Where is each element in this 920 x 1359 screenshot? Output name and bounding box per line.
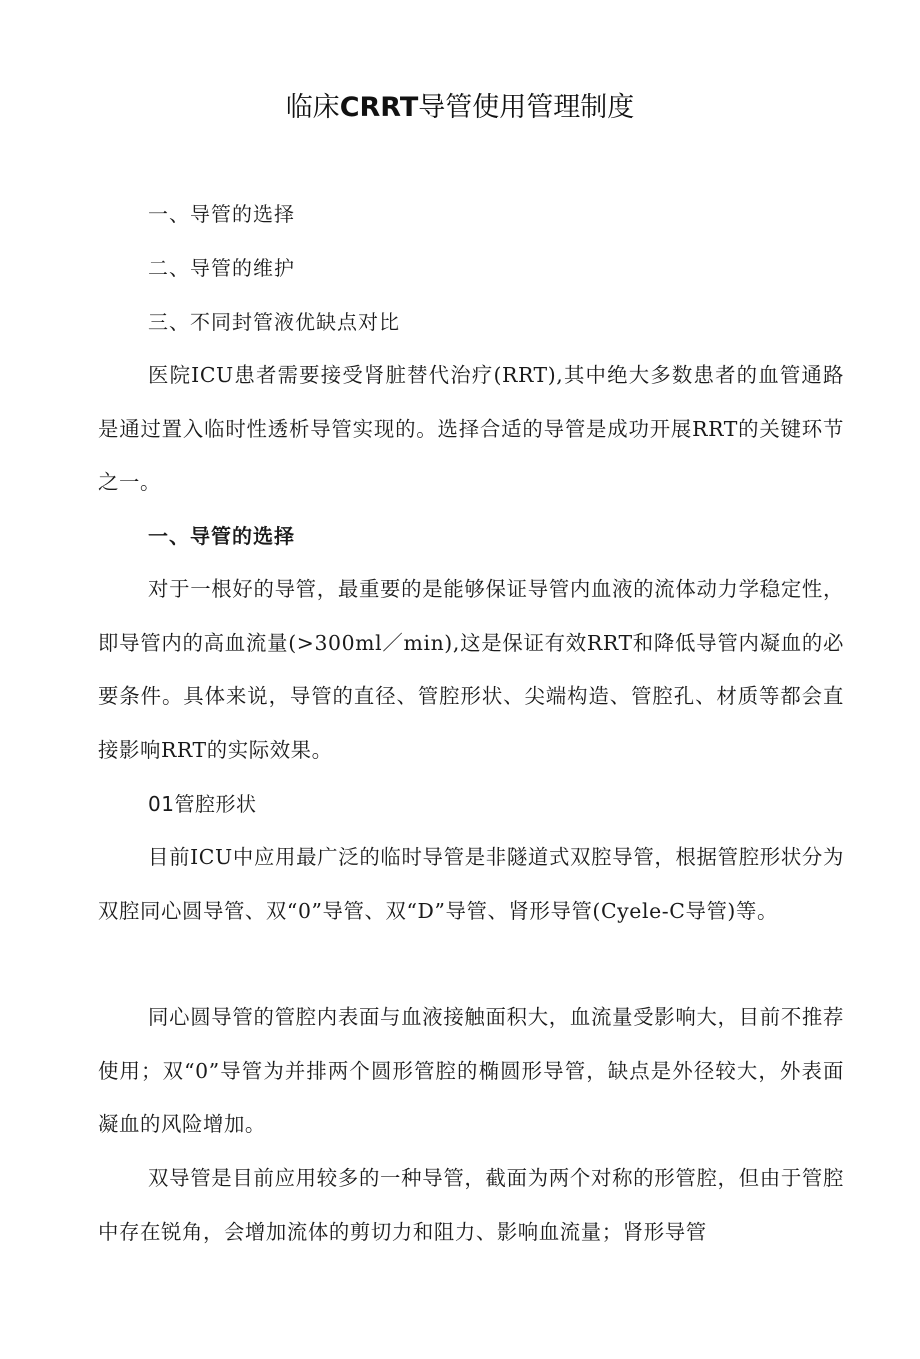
toc-item-3: 三、不同封管液优缺点对比 (148, 310, 400, 334)
document-title (0, 88, 920, 128)
lumen-types-paragraph: 目前ICU中应用最广泛的临时导管是非隧道式双腔导管，根据管腔形状分为双腔同心圆导管、双“0”导管、双“D”导管、肾形导管(Cyele-C导管)等。 (98, 845, 844, 923)
title-part-1: 临床 (285, 92, 340, 123)
toc-item-1: 一、导管的选择 (148, 202, 295, 226)
section-heading-catheter-selection: 一、导管的选择 (148, 524, 295, 548)
subsection-heading-lumen-shape: 01管腔形状 (148, 792, 257, 816)
concentric-catheter-paragraph: 同心圆导管的管腔内表面与血液接触面积大，血流量受影响大，目前不推荐使用；双“0”导管为并排两个圆形管腔的椭圆形导管，缺点是外径较大，外表面凝血的风险增加。 (98, 1005, 844, 1136)
toc-item-2: 二、导管的维护 (148, 256, 295, 280)
title-part-2: CRRT (339, 92, 419, 123)
section1-paragraph: 对于一根好的导管，最重要的是能够保证导管内血液的流体动力学稳定性，即导管内的高血流量(>300ml／min),这是保证有效RRT和降低导管内凝血的必要条件。具体来说，导管的直径、管腔形状、尖端构造、管腔孔、材质等都会直接影响RRT的实际效果。 (98, 577, 844, 762)
intro-paragraph: 医院ICU患者需要接受肾脏替代治疗(RRT),其中绝大多数患者的血管通路是通过置入临时性透析导管实现的。选择合适的导管是成功开展RRT的关键环节之一。 (98, 363, 844, 494)
double-catheter-paragraph: 双导管是目前应用较多的一种导管，截面为两个对称的形管腔，但由于管腔中存在锐角，会增加流体的剪切力和阻力、影响血流量；肾形导管 (98, 1166, 844, 1244)
title-part-3: 导管使用管理制度 (418, 92, 635, 123)
